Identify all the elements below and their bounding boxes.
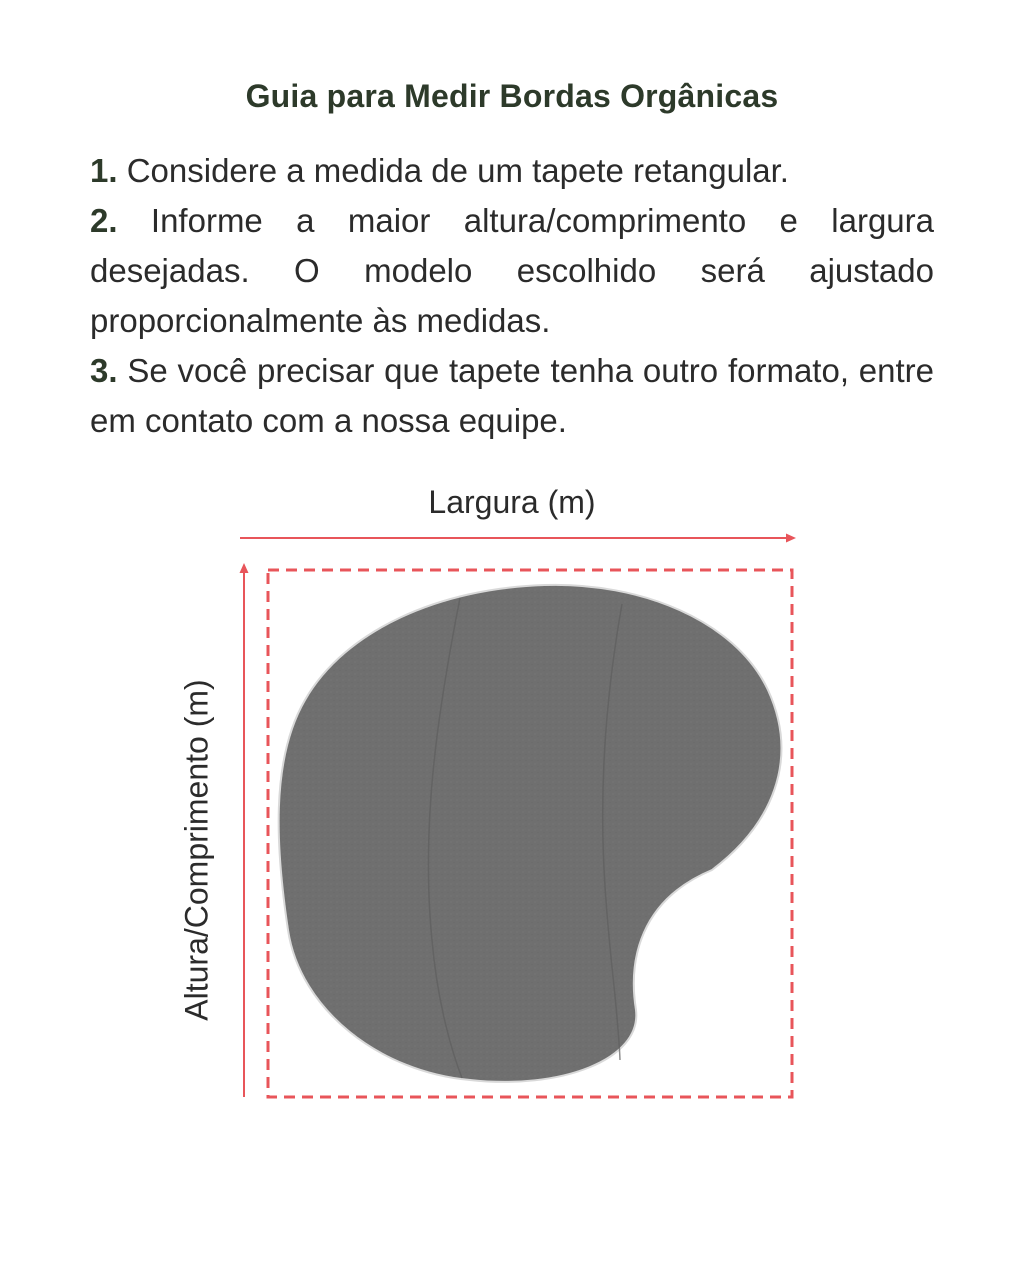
width-arrow [240,534,796,543]
step-text: Se você precisar que tapete tenha outro formato, entre em contato com a nossa equipe. [90,352,934,439]
step-number: 1. [90,152,118,189]
step-text: Informe a maior altura/comprimento e largura desejadas. O modelo escolhido será ajustado proporcionalmente às medidas. [90,202,934,339]
step-number: 2. [90,202,118,239]
width-label: Largura (m) [428,484,596,520]
organic-rug-shape [279,585,782,1082]
height-arrow [240,563,249,1097]
step-text: Considere a medida de um tapete retangular. [126,152,789,189]
step-number: 3. [90,352,118,389]
height-label: Altura/Comprimento (m) [178,679,215,1021]
page-title: Guia para Medir Bordas Orgânicas [245,78,779,114]
